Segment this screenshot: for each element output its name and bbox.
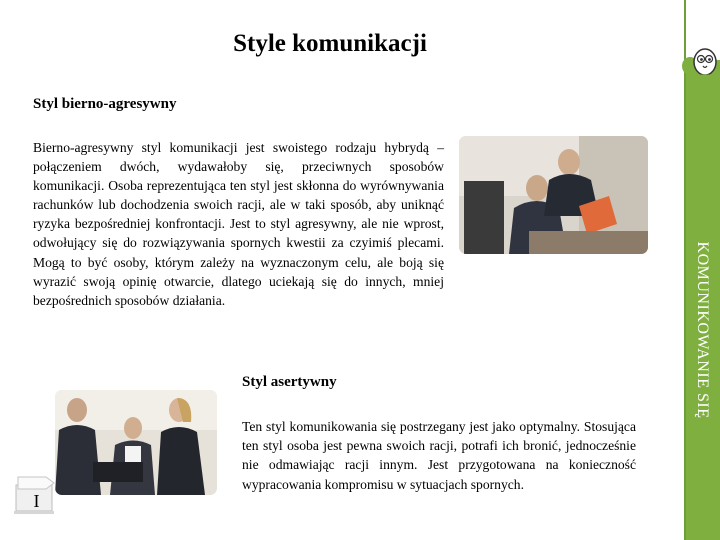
- business-meeting-photo: [459, 136, 648, 254]
- section-heading-assertive: Styl asertywny: [242, 374, 337, 390]
- side-label: KOMUNIKOWANIE SIĘ: [694, 241, 711, 419]
- slide-title: Style komunikacji: [233, 30, 427, 57]
- side-label-container: [684, 120, 720, 540]
- section-heading-passive-aggressive: Styl bierno-agresywny: [33, 96, 177, 112]
- owl-logo-icon: [679, 46, 719, 82]
- office-team-photo: [55, 390, 217, 495]
- section-text-assertive: Ten styl komunikowania się postrzegany jest jako optymalny. Stosująca ten styl osoba jest pewna swoich racji, potrafi ich bronić, jednocześnie nie odmawiając racji innym. Jest przygotowana na konieczność wypracowania kompromisu w sytuacjach spornych.: [242, 419, 636, 492]
- section-text-passive-aggressive: Bierno-agresywny styl komunikacji jest swoistego rodzaju hybrydą – połączeniem dwóch, wydawałoby się, przeciwnych sposobów komunikacji. Osoba reprezentująca ten styl jest skłonna do wyrównywania rachunków lub dochodzenia swoich racji, ale w taki sposób, aby uniknąć ryzyka bezpośredniej konfrontacji. Jest to styl agresywny, ale nie wprost, odwołujący się do rozwiązywania spornych kwestii za czyimiś plecami. Mogą to być osoby, którym zależy na wyznaczonym celu, ale boją się wyrazić swoją opinię otwarcie, dlatego uciekają się do innych, mniej bezpośrednich sposobów działania.: [33, 140, 444, 308]
- page-marker-letter: I: [33, 491, 40, 511]
